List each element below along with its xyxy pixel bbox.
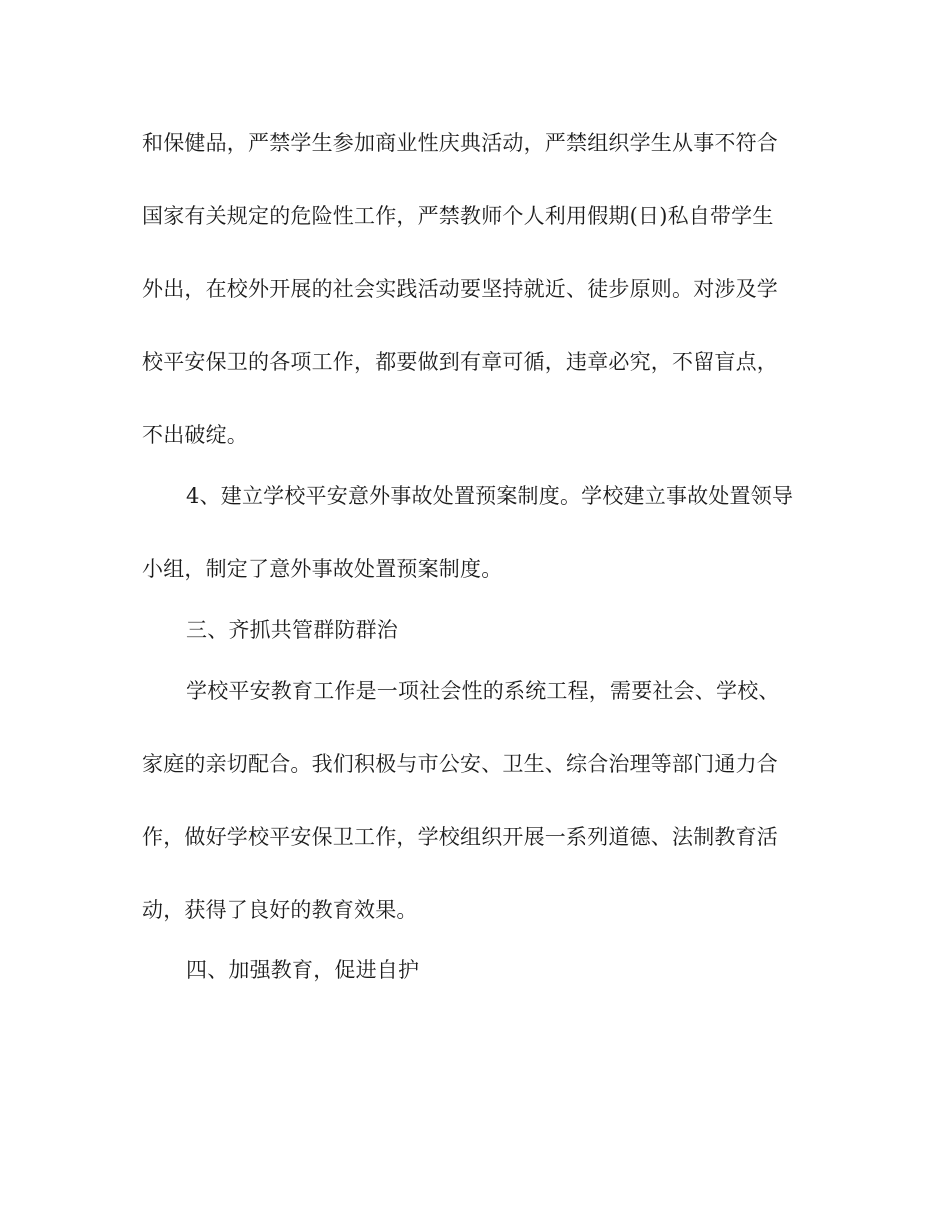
section-3-paragraph-line-2: 家庭的亲切配合。我们积极与市公安、卫生、综合治理等部门通力合	[142, 752, 778, 776]
section-3-paragraph-line-3: 作，做好学校平安保卫工作，学校组织开展一系列道德、法制教育活	[142, 825, 778, 849]
section-3-paragraph-line-4: 动，获得了良好的教育效果。	[142, 898, 418, 922]
item-4-heading-line: 4、建立学校平安意外事故处置预案制度。学校建立事故处置领导	[186, 484, 794, 508]
item-4-continuation-line: 小组，制定了意外事故处置预案制度。	[142, 557, 503, 581]
section-4-heading: 四、加强教育，促进自护	[186, 958, 420, 982]
paragraph-line-1: 和保健品，严禁学生参加商业性庆典活动，严禁组织学生从事不符合	[142, 131, 778, 155]
section-3-paragraph-line-1: 学校平安教育工作是一项社会性的系统工程，需要社会、学校、	[186, 679, 780, 703]
paragraph-line-4: 校平安保卫的各项工作，都要做到有章可循，违章必究，不留盲点，	[142, 350, 778, 374]
paragraph-line-2: 国家有关规定的危险性工作，严禁教师个人利用假期(日)私自带学生	[142, 204, 774, 228]
section-3-heading: 三、齐抓共管群防群治	[186, 618, 398, 642]
paragraph-line-3: 外出，在校外开展的社会实践活动要坚持就近、徒步原则。对涉及学	[142, 277, 778, 301]
paragraph-line-5: 不出破绽。	[142, 423, 248, 447]
